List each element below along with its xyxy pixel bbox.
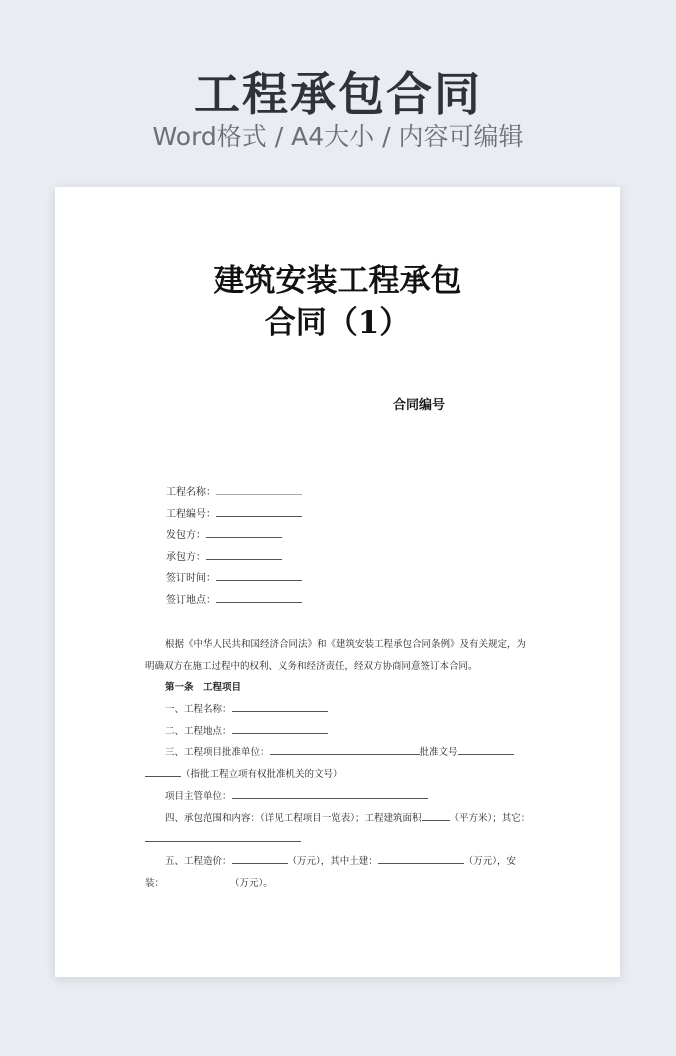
- item-supervisor: 项目主管单位：: [145, 786, 530, 808]
- item-project-location: 二、工程地点：: [145, 721, 530, 743]
- field-project-number: 工程编号：: [166, 505, 302, 527]
- item-cost: 五、工程造价： （万元），其中土建： （万元），安: [165, 855, 517, 867]
- banner-subtitle: Word格式 / A4大小 / 内容可编辑: [152, 122, 524, 151]
- item-project-name: 一、工程名称：: [145, 699, 530, 721]
- intro-line-1: 根据《中华人民共和国经济合同法》和《建筑安装工程承包合同条例》及有关规定，为: [165, 639, 527, 650]
- contract-body: [145, 634, 530, 894]
- field-employer: 发包方：: [166, 526, 302, 548]
- article-1-title: 第一条 工程项目: [165, 682, 242, 694]
- field-signing-place: 签订地点：: [166, 591, 302, 613]
- document-page: [55, 187, 620, 977]
- field-project-name: 工程名称：: [166, 483, 302, 505]
- intro-line-2: 明确双方在施工过程中的权利、义务和经济责任，经双方协商同意签订本合同。: [145, 660, 478, 672]
- document-title-line2: 合同（1）: [264, 305, 411, 341]
- contract-number-label: 合同编号: [393, 398, 446, 413]
- banner-title: 工程承包合同: [194, 67, 482, 121]
- document-title-line1: 建筑安装工程承包: [213, 263, 462, 299]
- item-scope-continued: [145, 829, 530, 851]
- item-approval: 三、工程项目批准单位： 批准文号: [145, 742, 530, 764]
- field-contractor: 承包方：: [166, 548, 302, 570]
- cover-fields: [166, 483, 302, 612]
- document-title: [55, 260, 620, 344]
- item-cost-continued: 装： （万元）。: [145, 877, 273, 889]
- item-scope: 四、承包范围和内容：（详见工程项目一览表）；工程建筑面积 （平方米）；其它：: [165, 812, 530, 824]
- field-signing-time: 签订时间：: [166, 569, 302, 591]
- item-approval-note: （指批工程立项有权批准机关的文号）: [145, 764, 530, 786]
